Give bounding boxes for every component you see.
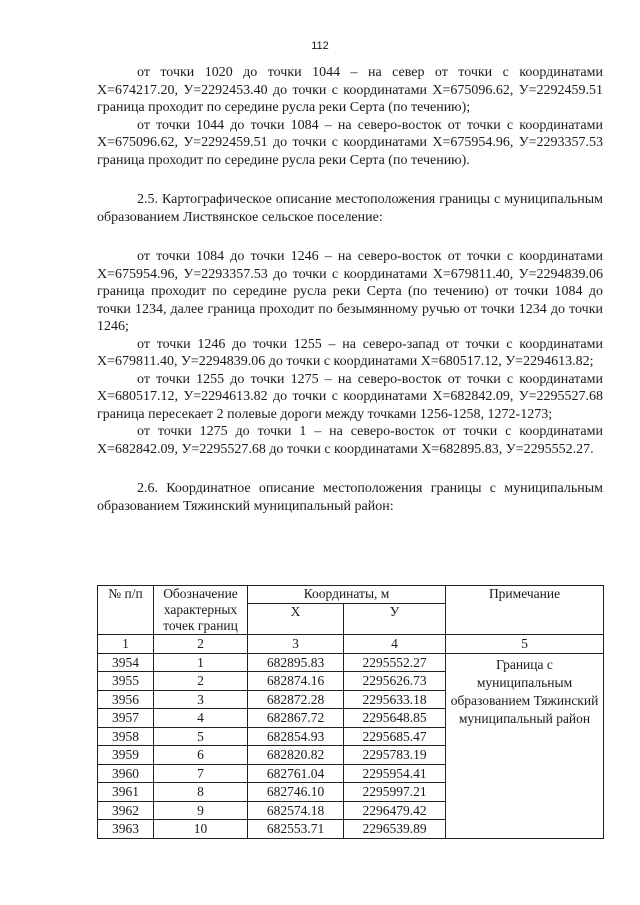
remark-cell: Граница с муниципальным образованием Тяжинский муниципальный район <box>446 653 604 838</box>
row-x: 682874.16 <box>248 672 344 691</box>
row-num: 3960 <box>98 764 154 783</box>
row-num: 3961 <box>98 783 154 802</box>
header-y: У <box>344 604 446 635</box>
header-note: Примечание <box>446 586 604 635</box>
row-y: 2295648.85 <box>344 709 446 728</box>
row-x: 682867.72 <box>248 709 344 728</box>
row-y: 2295783.19 <box>344 746 446 765</box>
header-coords: Координаты, м <box>248 586 446 604</box>
row-num: 3963 <box>98 820 154 839</box>
table-row <box>98 653 604 672</box>
row-x: 682553.71 <box>248 820 344 839</box>
row-point: 1 <box>154 653 248 672</box>
section-heading-2-5: 2.5. Картографическое описание местоположения границы с муниципальным образованием Листвянское сельское поселение: <box>97 192 603 225</box>
row-point: 8 <box>154 783 248 802</box>
paragraph: от точки 1044 до точки 1084 – на северо-восток от точки с координатами Х=675096.62, У=2292459.51 до точки с координатами Х=675954.96, У=2293357.53 граница проходит по середине русла реки Серта (по течению). <box>97 117 603 168</box>
row-point: 5 <box>154 727 248 746</box>
row-point: 2 <box>154 672 248 691</box>
column-number: 5 <box>446 635 604 654</box>
row-num: 3962 <box>98 801 154 820</box>
row-y: 2295997.21 <box>344 783 446 802</box>
row-num: 3957 <box>98 709 154 728</box>
row-point: 9 <box>154 801 248 820</box>
row-num: 3956 <box>98 690 154 709</box>
column-number: 3 <box>248 635 344 654</box>
row-x: 682854.93 <box>248 727 344 746</box>
row-y: 2296479.42 <box>344 801 446 820</box>
row-point: 3 <box>154 690 248 709</box>
row-y: 2295685.47 <box>344 727 446 746</box>
paragraph: от точки 1020 до точки 1044 – на север от точки с координатами Х=674217.20, У=2292453.40 до точки с координатами Х=675096.62, У=2292459.51 граница проходит по середине русла реки Серта (по течению); <box>97 65 603 115</box>
paragraph: от точки 1084 до точки 1246 – на северо-восток от точки с координатами Х=675954.96, У=2293357.53 до точки с координатами Х=679811.40, У=2294839.06 граница проходит по середине русла реки Серта (по течению) от точки 1084 до точки 1234, далее граница проходит по безымянному ручью от точки 1234 до точки 1246; <box>97 249 603 334</box>
row-num: 3955 <box>98 672 154 691</box>
document-body <box>97 64 603 515</box>
row-y: 2295954.41 <box>344 764 446 783</box>
row-x: 682761.04 <box>248 764 344 783</box>
column-number: 2 <box>154 635 248 654</box>
row-y: 2295552.27 <box>344 653 446 672</box>
page-number: 112 <box>311 40 329 52</box>
row-y: 2295633.18 <box>344 690 446 709</box>
row-y: 2296539.89 <box>344 820 446 839</box>
column-numbers-row <box>98 635 604 654</box>
row-x: 682872.28 <box>248 690 344 709</box>
column-number: 1 <box>98 635 154 654</box>
row-num: 3954 <box>98 653 154 672</box>
column-number: 4 <box>344 635 446 654</box>
header-num: № п/п <box>98 586 154 635</box>
row-num: 3958 <box>98 727 154 746</box>
coordinates-table <box>97 585 604 839</box>
section-heading-2-6: 2.6. Координатное описание местоположения границы с муниципальным образованием Тяжинский муниципальный район: <box>97 481 603 514</box>
row-x: 682895.83 <box>248 653 344 672</box>
row-x: 682574.18 <box>248 801 344 820</box>
header-x: Х <box>248 604 344 635</box>
paragraph: от точки 1275 до точки 1 – на северо-восток от точки с координатами Х=682842.09, У=2295527.68 до точки с координатами Х=682895.83, У=2295552.27. <box>97 424 603 457</box>
row-num: 3959 <box>98 746 154 765</box>
row-point: 4 <box>154 709 248 728</box>
row-x: 682746.10 <box>248 783 344 802</box>
paragraph: от точки 1246 до точки 1255 – на северо-запад от точки с координатами Х=679811.40, У=2294839.06 до точки с координатами Х=680517.12, У=2294613.82; <box>97 336 603 369</box>
row-point: 6 <box>154 746 248 765</box>
row-x: 682820.82 <box>248 746 344 765</box>
header-designation: Обозначение характерных точек границ <box>154 586 248 635</box>
paragraph: от точки 1255 до точки 1275 – на северо-восток от точки с координатами Х=680517.12, У=2294613.82 до точки с координатами Х=682842.09, У=2295527.68 граница пересекает 2 полевые дороги между точками 1256-1258, 1272-1273; <box>97 371 603 422</box>
row-y: 2295626.73 <box>344 672 446 691</box>
row-point: 7 <box>154 764 248 783</box>
row-point: 10 <box>154 820 248 839</box>
